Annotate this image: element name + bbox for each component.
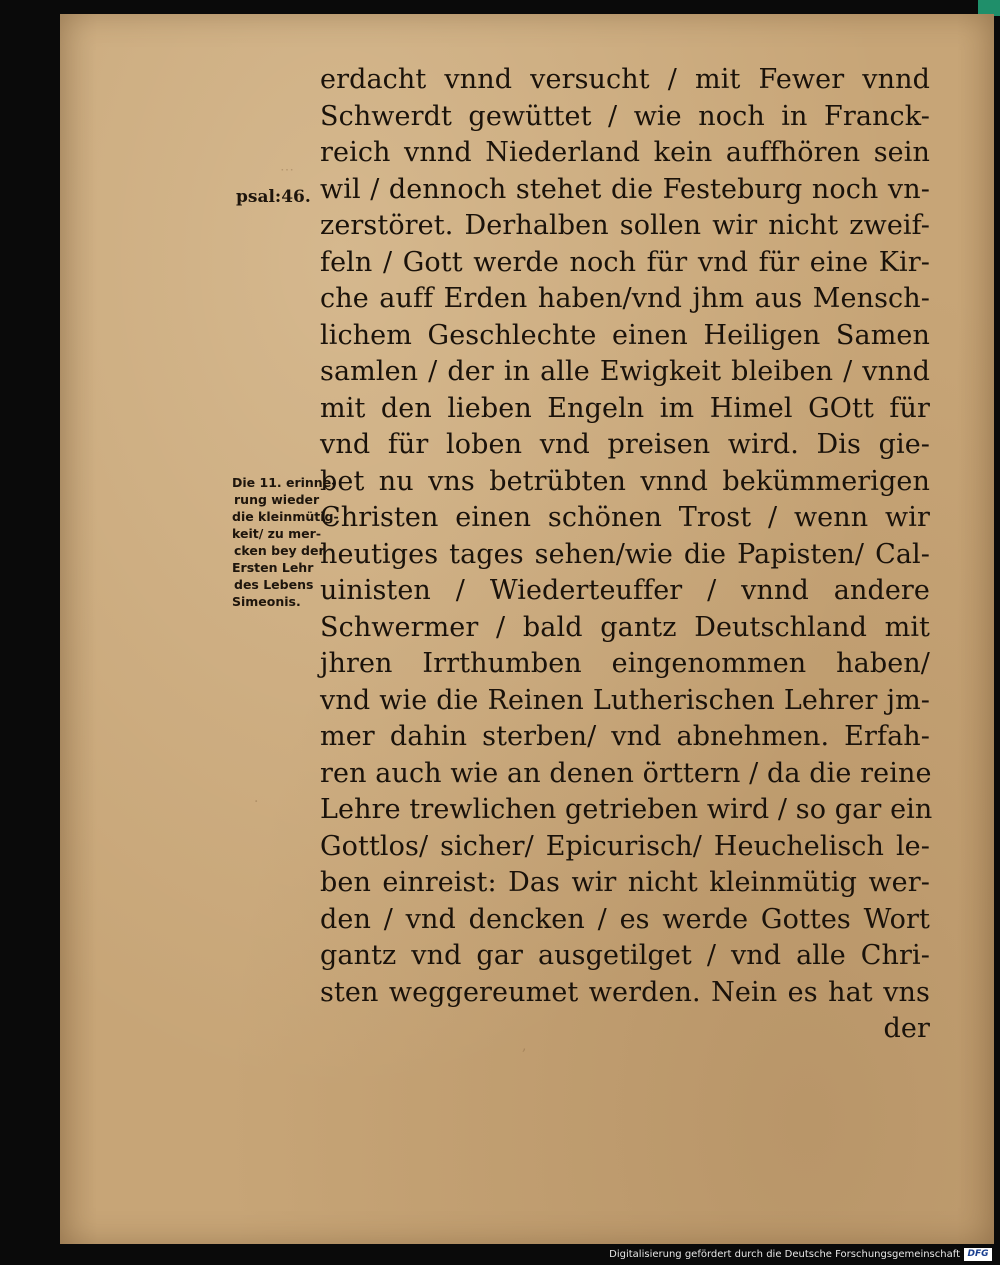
margin-note-line: Die 11. erinne- bbox=[232, 475, 337, 490]
text-line: Gottlos/ sicher/ Epicurisch/ Heuchelisch le- bbox=[320, 830, 930, 862]
text-line: feln / Gott werde noch für vnd für eine Kir- bbox=[320, 246, 930, 278]
text-line: Lehre trewlichen getrieben wird / so gar ein bbox=[320, 794, 933, 825]
text-line: vnd für loben vnd preisen wird. Dis gie- bbox=[320, 429, 930, 460]
text-line: uinisten / Wiederteuffer / vnnd andere bbox=[320, 575, 930, 606]
text-line: samlen / der in alle Ewigkeit bleiben / vnnd bbox=[320, 356, 930, 387]
margin-note-line: des Lebens bbox=[234, 577, 314, 592]
bleed-through-mark: , bbox=[522, 1038, 527, 1054]
margin-note-line: keit/ zu mer- bbox=[232, 526, 322, 541]
text-line: ren auch wie an denen örttern / da die reine bbox=[320, 757, 932, 789]
text-line: jhren Irrthumben eingenommen haben/ bbox=[320, 648, 930, 679]
bleed-through-mark: · bbox=[254, 794, 259, 810]
text-line: gantz vnd gar ausgetilget / vnd alle Chri- bbox=[320, 940, 930, 971]
text-line: sten weggereumet werden. Nein es hat vns bbox=[320, 976, 930, 1008]
text-line: bet nu vns betrübten vnnd bekümmerigen bbox=[320, 465, 930, 497]
text-line: zerstöret. Derhalben sollen wir nicht zweif- bbox=[320, 210, 930, 241]
text-line: ben einreist: Das wir nicht kleinmütig wer- bbox=[320, 867, 930, 898]
text-line: mit den lieben Engeln im Himel GOtt für bbox=[320, 392, 930, 424]
margin-note-line: rung wieder bbox=[234, 492, 320, 507]
text-line: wil / dennoch stehet die Festeburg noch vn- bbox=[320, 173, 930, 205]
bleed-through-mark: ⋯ bbox=[280, 162, 294, 178]
text-line: den / vnd dencken / es werde Gottes Wort bbox=[320, 903, 930, 935]
margin-note-line: Simeonis. bbox=[232, 594, 301, 609]
text-line: vnd wie die Reinen Lutherischen Lehrer jm- bbox=[320, 684, 930, 716]
margin-note-line: die kleinmütig- bbox=[232, 509, 339, 524]
text-line: Christen einen schönen Trost / wenn wir bbox=[320, 502, 930, 533]
text-line: der bbox=[883, 1013, 930, 1044]
margin-note-line: cken bey der bbox=[234, 543, 325, 558]
text-line: erdacht vnnd versucht / mit Fewer vnnd bbox=[320, 64, 930, 95]
text-line: che auff Erden haben/vnd jhm aus Mensch- bbox=[320, 283, 930, 314]
text-line: mer dahin sterben/ vnd abnehmen. Erfah- bbox=[320, 721, 930, 752]
digitization-credit: Digitalisierung gefördert durch die Deutsche Forschungsgemeinschaft bbox=[609, 1249, 960, 1260]
text-line: heutiges tages sehen/wie die Papisten/ Cal- bbox=[320, 538, 930, 570]
text-line: lichem Geschlechte einen Heiligen Samen bbox=[320, 319, 930, 351]
text-line: reich vnnd Niederland kein auffhören sein bbox=[320, 137, 930, 168]
main-text-block bbox=[320, 62, 933, 1048]
margin-psalm-reference: psal:46. bbox=[236, 187, 311, 207]
margin-note-line: Ersten Lehr bbox=[232, 560, 314, 575]
text-line: Schwermer / bald gantz Deutschland mit bbox=[320, 611, 930, 643]
text-line: Schwerdt gewüttet / wie noch in Franck- bbox=[320, 100, 930, 132]
dfg-logo: DFG bbox=[964, 1248, 992, 1261]
